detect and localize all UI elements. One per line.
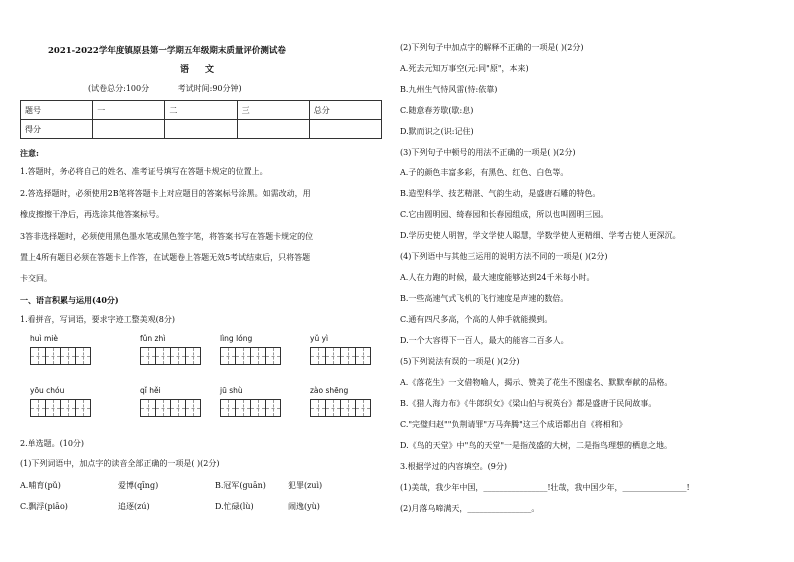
- writing-box[interactable]: [140, 399, 156, 417]
- writing-box[interactable]: [185, 399, 201, 417]
- question-1: 1.看拼音，写词语，要求字迹工整美观(8分): [20, 315, 175, 324]
- option-b[interactable]: B.九州生气恃风雷(恃:依靠): [400, 85, 498, 94]
- writing-box[interactable]: [155, 399, 171, 417]
- writing-box[interactable]: [170, 399, 186, 417]
- score-table: [20, 100, 382, 139]
- option-d-word: 闹逸(yù): [288, 502, 320, 511]
- table-cell[interactable]: [165, 120, 237, 139]
- writing-box[interactable]: [60, 347, 76, 365]
- writing-box[interactable]: [265, 347, 281, 365]
- writing-box[interactable]: [235, 399, 251, 417]
- option-d[interactable]: D.忙碌(lù): [215, 502, 254, 511]
- option-c[interactable]: C."完璧归赵""负荆请罪"万马奔腾"这三个成语都出自《将相和》: [400, 420, 627, 429]
- pinyin-group: [220, 386, 280, 417]
- writing-box[interactable]: [170, 347, 186, 365]
- note-2-cont: 橡皮擦擦干净后，再选涂其他答案标号。: [20, 210, 164, 219]
- fill-blank-2[interactable]: (2)月落乌啼满天，________________。: [400, 504, 540, 513]
- option-a[interactable]: A.子的颜色丰富多彩，有黑色、红色、白色等。: [400, 168, 569, 177]
- question-2-5: (5)下列说法有误的一项是( )(2分): [400, 357, 520, 366]
- option-d[interactable]: D.学历史使人明智，学文学使人聪慧，学数学使人更精细、学考古使人更深沉。: [400, 231, 681, 240]
- table-cell: 题号: [21, 101, 93, 120]
- note-3-end: 卡交回。: [20, 274, 52, 283]
- writing-box[interactable]: [75, 399, 91, 417]
- option-a[interactable]: A.哺育(pǔ): [20, 481, 61, 490]
- pinyin-group: [140, 386, 200, 417]
- option-c[interactable]: C.它由圆明园、绮春园和长春园组成，所以也叫圆明三园。: [400, 210, 609, 219]
- option-d[interactable]: D.默而识之(识:记住): [400, 127, 474, 136]
- writing-box[interactable]: [45, 347, 61, 365]
- pinyin-label: zào shēng: [310, 386, 349, 395]
- table-cell: 二: [165, 101, 237, 120]
- writing-box[interactable]: [310, 347, 326, 365]
- right-column: [400, 0, 784, 562]
- question-2-4: (4)下列语中与其他三运用的说明方法不同的一项是( )(2分): [400, 252, 608, 261]
- pinyin-label: qǐ hěi: [140, 386, 161, 395]
- question-2: 2.单选题。(10分): [20, 439, 85, 448]
- writing-box[interactable]: [340, 399, 356, 417]
- option-a[interactable]: A.死去元知万事空(元:同"原"，本来): [400, 64, 529, 73]
- option-a-word: 爱博(qīng): [118, 481, 159, 490]
- option-b[interactable]: B.造型科学、技艺精湛、气韵生动，是盛唐石雕的特色。: [400, 189, 601, 198]
- note-3-cont: 置上4所有题目必须在答题卡上作答，在试题卷上答题无效5考试结束后，只将答题: [20, 253, 311, 262]
- writing-box[interactable]: [220, 399, 236, 417]
- left-column: [20, 0, 382, 562]
- pinyin-group: [310, 386, 370, 417]
- pinyin-label: lìng lóng: [220, 334, 253, 343]
- exam-title: 2021-2022学年度镇原县第一学期五年级期末质量评价测试卷: [48, 46, 286, 56]
- writing-box[interactable]: [325, 399, 341, 417]
- writing-box[interactable]: [310, 399, 326, 417]
- writing-box[interactable]: [355, 347, 371, 365]
- pinyin-group: [220, 334, 280, 365]
- note-1: 1.答题时，务必将自己的姓名、准考证号填写在答题卡规定的位置上。: [20, 167, 268, 176]
- writing-box[interactable]: [155, 347, 171, 365]
- option-b[interactable]: B.冠军(guān): [215, 481, 266, 490]
- table-cell: 一: [93, 101, 165, 120]
- option-b[interactable]: B.一些高速气式飞机的飞行速度是声速的数倍。: [400, 294, 569, 303]
- writing-box[interactable]: [355, 399, 371, 417]
- pinyin-group: [30, 334, 90, 365]
- pinyin-label: fǔn zhì: [140, 334, 166, 343]
- notes-heading: 注意:: [20, 148, 39, 158]
- table-cell[interactable]: [309, 120, 381, 139]
- writing-box[interactable]: [30, 399, 46, 417]
- pinyin-group: [310, 334, 370, 365]
- writing-box[interactable]: [30, 347, 46, 365]
- writing-box[interactable]: [60, 399, 76, 417]
- score-table-row: [21, 120, 382, 139]
- note-2: 2.答选择题时，必须使用2B笔将答题卡上对应题目的答案标号涂黑。如需改动，用: [20, 189, 311, 198]
- table-cell[interactable]: [93, 120, 165, 139]
- option-c-word: 追逐(zú): [118, 502, 150, 511]
- writing-box[interactable]: [140, 347, 156, 365]
- table-cell[interactable]: [237, 120, 309, 139]
- writing-box[interactable]: [185, 347, 201, 365]
- score-table-row: [21, 101, 382, 120]
- pinyin-group: [30, 386, 90, 417]
- option-a[interactable]: A.《落花生》一文借物喻人，揭示、赞美了花生不图虚名、默默奉献的品格。: [400, 378, 673, 387]
- option-d[interactable]: D.《鸟的天堂》中"鸟的天堂"一是指茂盛的大树，二是指鸟理想的栖息之地。: [400, 441, 673, 450]
- option-d[interactable]: D.一个大容得下一百人，最大的能容二百多人。: [400, 336, 569, 345]
- question-2-1: (1)下列词语中，加点字的读音全部正确的一项是( )(2分): [20, 459, 220, 468]
- writing-box[interactable]: [250, 347, 266, 365]
- option-c[interactable]: C.随意春芳歇(歇:息): [400, 106, 474, 115]
- subject-title: 语文: [180, 65, 231, 75]
- question-3: 3.根据学过的内容填空。(9分): [400, 462, 507, 471]
- table-cell: 总分: [309, 101, 381, 120]
- option-a[interactable]: A.人在力跑的时候，最大速度能够达到24千米每小时。: [400, 273, 595, 282]
- question-2-2: (2)下列句子中加点字的解释不正确的一项是( )(2分): [400, 43, 584, 52]
- note-3: 3答非选择题时，必须使用黑色墨水笔或黑色签字笔，将答案书写在答题卡规定的位: [20, 232, 314, 241]
- writing-box[interactable]: [235, 347, 251, 365]
- table-cell: 三: [237, 101, 309, 120]
- question-2-3: (3)下列句子中顿号的用法不正确的一项是( )(2分): [400, 148, 576, 157]
- writing-box[interactable]: [75, 347, 91, 365]
- total-score: (试卷总分:100分: [88, 84, 150, 93]
- writing-box[interactable]: [250, 399, 266, 417]
- option-b-word: 犯罪(zuì): [288, 481, 323, 490]
- writing-box[interactable]: [340, 347, 356, 365]
- table-cell: 得分: [21, 120, 93, 139]
- fill-blank-1[interactable]: (1)美哉，我少年中国，________________!壮哉，我中国少年，________________!: [400, 483, 690, 492]
- section-1-heading: 一、语言积累与运用(40分): [20, 295, 119, 305]
- option-c[interactable]: C.通有四尺多高，个高的人伸手就能摸到。: [400, 315, 553, 324]
- exam-time: 考试时间:90分钟): [177, 84, 242, 93]
- pinyin-label: yōu chóu: [30, 386, 65, 395]
- option-b[interactable]: B.《猎人海力布》《牛郎织女》《梁山伯与祝英台》都是盛唐于民间故事。: [400, 399, 657, 408]
- pinyin-label: yǔ yì: [310, 334, 329, 343]
- pinyin-label: jū shù: [220, 386, 243, 395]
- option-c[interactable]: C.飘浮(piāo): [20, 502, 68, 511]
- writing-box[interactable]: [45, 399, 61, 417]
- writing-box[interactable]: [220, 347, 236, 365]
- pinyin-label: huì miè: [30, 334, 58, 343]
- pinyin-group: [140, 334, 200, 365]
- exam-info: [88, 83, 268, 94]
- writing-box[interactable]: [265, 399, 281, 417]
- writing-box[interactable]: [325, 347, 341, 365]
